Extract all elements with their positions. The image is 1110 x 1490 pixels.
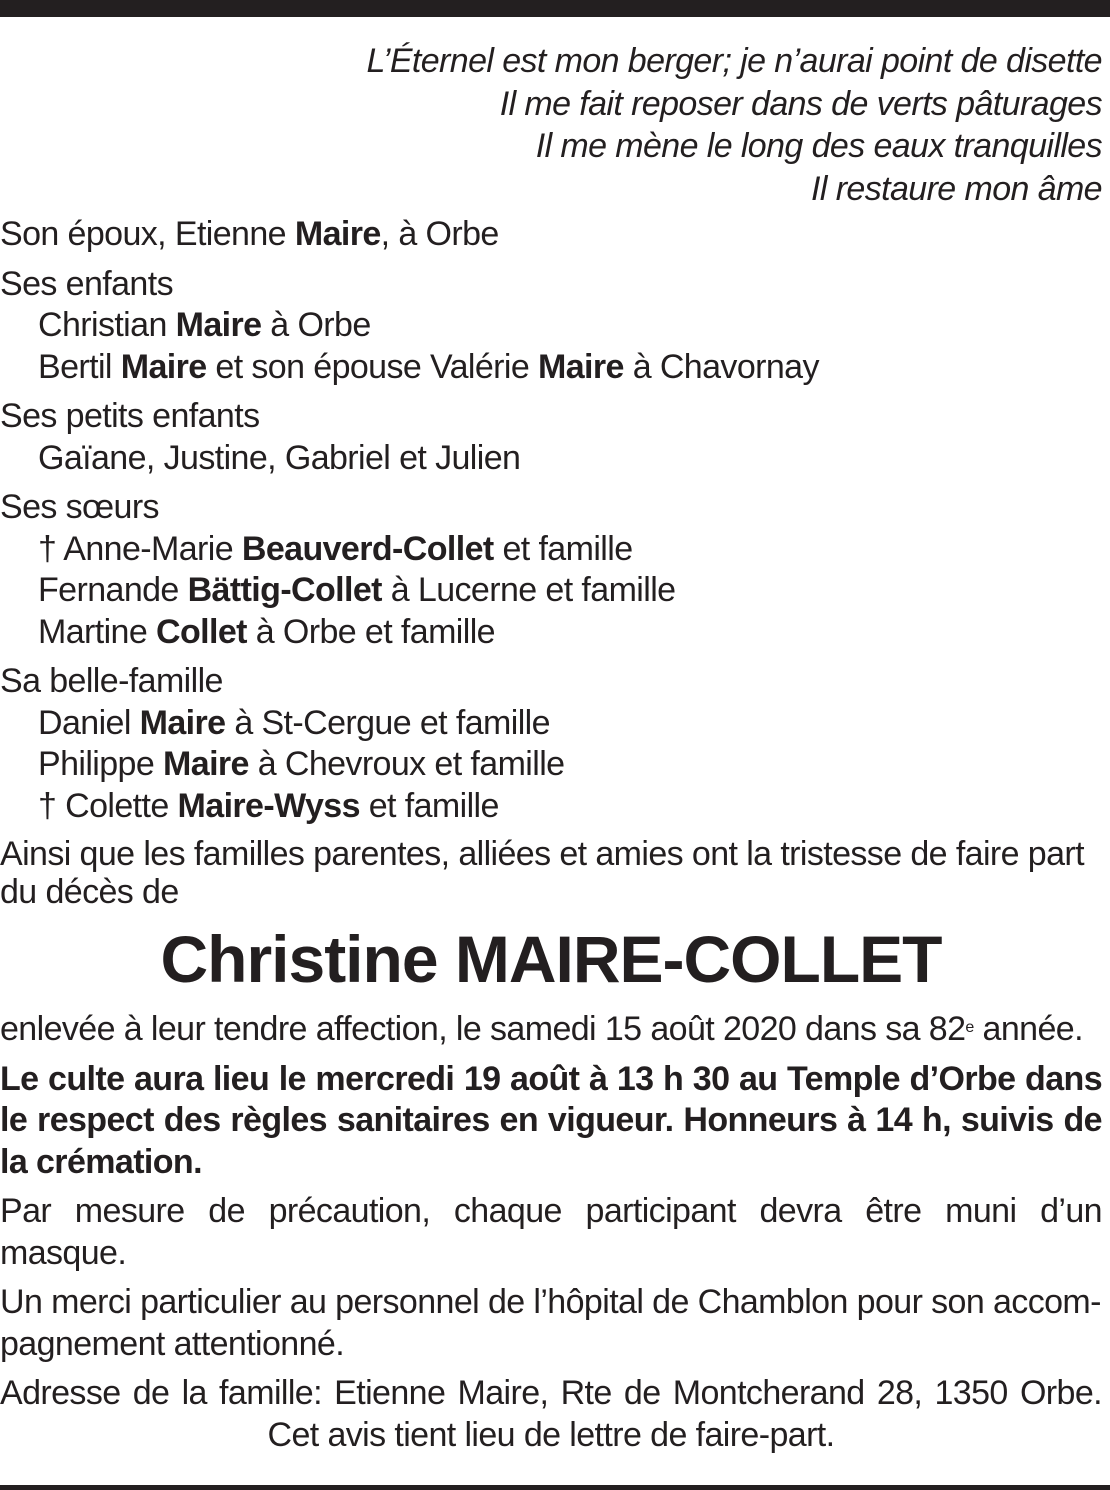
ceremony-details: Le culte aura lieu le mercredi 19 août à 13 h 30 au Temple d’Orbe dans le respect des règles sanitaires en vigueur. Honneurs à 14 h, suivis de la crémation. (0, 1059, 1102, 1181)
in-law-line: Daniel Maire à St-Cergue et famille (38, 703, 550, 742)
sisters-section (0, 487, 1102, 653)
top-border-rule (0, 0, 1110, 17)
in-laws-section (0, 661, 1102, 827)
obituary-notice (0, 40, 1102, 1456)
deceased-name: Christine MAIRE-COLLET (160, 922, 942, 996)
sister-line: † Anne-Marie Beauverd-Collet et famille (38, 529, 633, 568)
announcement-line: Ainsi que les familles parentes, alliées et amies ont la tristesse de faire part (0, 835, 1084, 873)
family-address: Adresse de la famille: Etienne Maire, Rte de Montcherand 28, 1350 Orbe. (0, 1374, 1102, 1412)
announcement-text (0, 835, 1102, 911)
sister-line: Fernande Bättig-Collet à Lucerne et famille (38, 571, 676, 609)
spouse-line (0, 214, 1102, 256)
child-line: Bertil Maire et son épouse Valérie Maire à Chavornay (38, 347, 819, 386)
in-law-line: Philippe Maire à Chevroux et famille (38, 745, 565, 783)
announcement-line: du décès de (0, 873, 179, 911)
spouse-given-name: Son époux, Etienne (0, 215, 295, 253)
child-line: Christian Maire à Orbe (38, 306, 371, 344)
psalm-line: Il restaure mon âme (811, 169, 1102, 208)
bottom-border-rule (0, 1485, 1110, 1490)
passing-date-line: enlevée à leur tendre affection, le samedi 15 août 2020 dans sa 82e année. (0, 1010, 1083, 1048)
psalm-line: L’Éternel est mon berger; je n’aurai point de disette (366, 42, 1102, 80)
spouse-location: , à Orbe (380, 215, 499, 253)
closing-note: Cet avis tient lieu de lettre de faire-part. (267, 1415, 835, 1454)
children-section (0, 264, 1102, 389)
psalm-line: Il me fait reposer dans de verts pâturages (499, 84, 1102, 123)
psalm-quote (0, 40, 1102, 210)
thanks-note: Un merci particulier au personnel de l’hôpital de Chamblon pour son accom-pagnement attentionné. (0, 1283, 1101, 1363)
psalm-line: Il me mène le long des eaux tranquilles (535, 127, 1102, 165)
grandchildren-heading: Ses petits enfants (0, 397, 260, 435)
spouse-surname: Maire (294, 215, 381, 253)
children-heading: Ses enfants (0, 264, 173, 303)
grandchildren-section (0, 396, 1102, 479)
in-law-line: † Colette Maire-Wyss et famille (38, 786, 499, 825)
grandchildren-names: Gaïane, Justine, Gabriel et Julien (38, 438, 521, 477)
in-laws-heading: Sa belle-famille (0, 662, 223, 700)
sisters-heading: Ses sœurs (0, 488, 159, 526)
sister-line: Martine Collet à Orbe et famille (38, 612, 495, 651)
precaution-note: Par mesure de précaution, chaque participant devra être muni d’un masque. (0, 1192, 1102, 1272)
